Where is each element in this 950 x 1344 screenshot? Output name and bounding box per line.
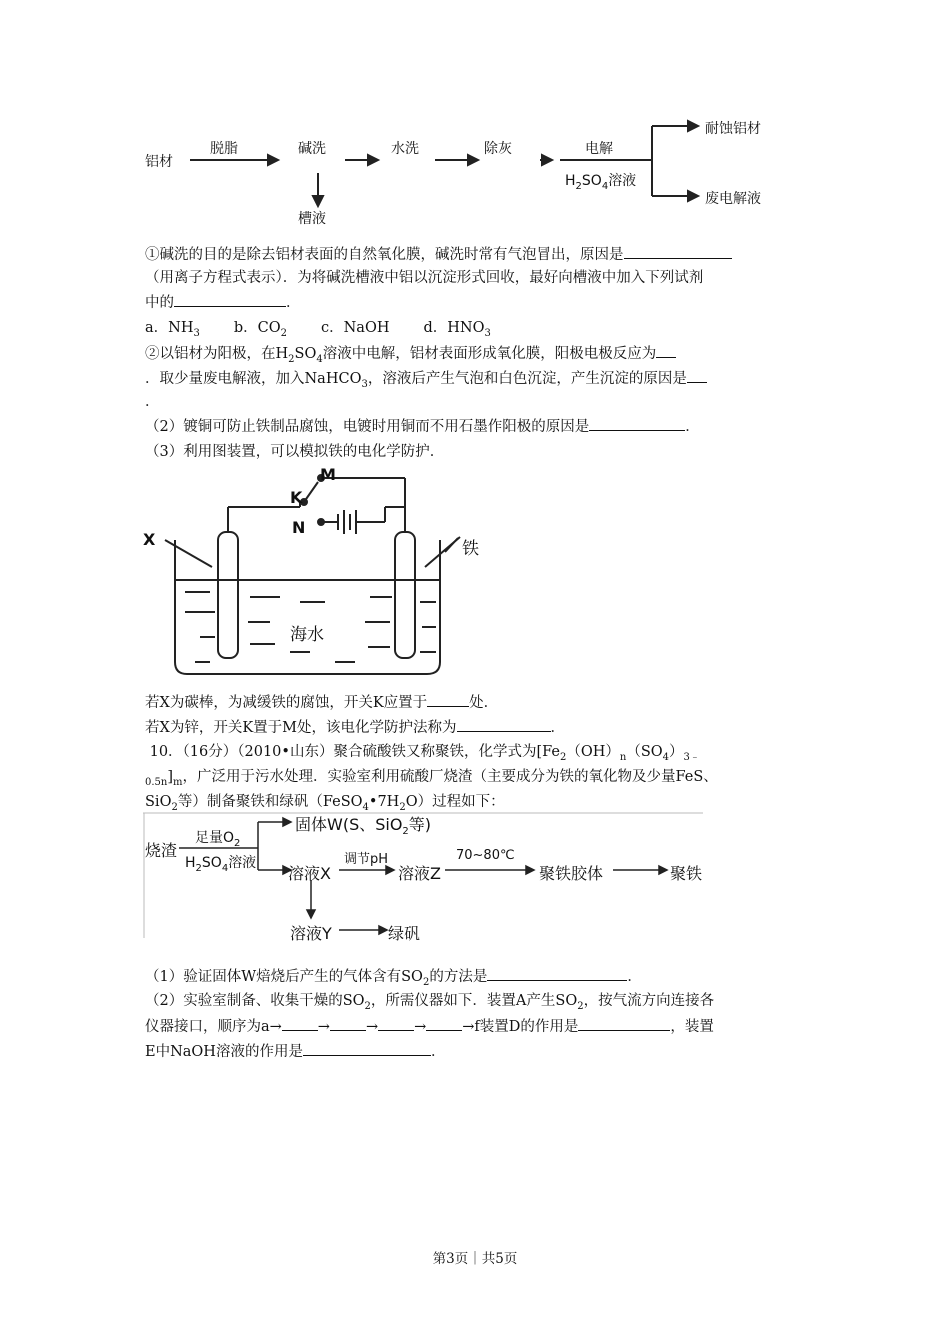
switch-k: K bbox=[290, 488, 303, 507]
flow2-adjust-ph: 调节pH bbox=[344, 852, 389, 867]
answer-blank[interactable] bbox=[426, 1016, 462, 1031]
answer-blank[interactable] bbox=[174, 292, 286, 307]
flow1-start: 铝材 bbox=[145, 154, 173, 170]
answer-blank[interactable] bbox=[378, 1016, 414, 1031]
option-d: d．$HNO_3$ bbox=[423, 320, 491, 339]
q1-2-line-a: ②以铝材为阳极，在$H_2SO_4$溶液中电解，铝材表面形成氧化膜，阳极电极反应为 bbox=[145, 343, 676, 364]
apparatus-drawing bbox=[140, 462, 500, 687]
flow1-step-ash-removal: 除灰 bbox=[484, 141, 512, 157]
answer-blank[interactable] bbox=[282, 1016, 318, 1031]
answer-blank[interactable] bbox=[487, 966, 627, 981]
flow1-bath-liquid: 槽液 bbox=[298, 211, 326, 227]
q1-1-options bbox=[145, 318, 491, 338]
flow2-start: 烧渣 bbox=[145, 841, 178, 860]
electrode-x-label: X bbox=[143, 530, 156, 549]
answer-blank[interactable] bbox=[427, 692, 469, 707]
flow2-solid-w: 固体W(S、SiO$_2$等) bbox=[295, 815, 432, 838]
answer-blank[interactable] bbox=[624, 244, 732, 259]
flow1-step-electrolysis: 电解 bbox=[585, 141, 613, 157]
q10-line-3: SiO$_2$等）制备聚铁和绿矾$(FeSO_4•7H_2O)$过程如下： bbox=[145, 794, 505, 813]
q1-2-line-c: ． bbox=[145, 394, 160, 410]
flow1-out-waste-electrolyte: 废电解液 bbox=[705, 191, 761, 207]
q10-2-line-a: （2）实验室制备、收集干燥的$SO_2$，所需仪器如下．装置A产生$SO_2$，按气流方向连接各 bbox=[145, 993, 715, 1012]
flow1-lines bbox=[140, 110, 800, 235]
option-c: c．NaOH bbox=[321, 320, 390, 336]
switch-terminal-n: N bbox=[292, 518, 306, 537]
page-footer: 第3页｜共5页 bbox=[432, 1251, 518, 1267]
q10-line-2: $_{0.5n}]_m$，广泛用于污水处理．实验室利用硫酸厂烧渣（主要成分为铁的氧化物及少量FeS、 bbox=[145, 769, 718, 788]
flow2-solution-x: 溶液X bbox=[288, 864, 331, 883]
electrode-iron-label: 铁 bbox=[462, 539, 479, 559]
flow1-electrolyte: $H_2SO_4$溶液 bbox=[565, 173, 637, 192]
q1-1-line-b: （用离子方程式表示）．为将碱洗槽液中铝以沉淀形式回收，最好向槽液中加入下列试剂 bbox=[145, 270, 704, 286]
q10-1-line: （1）验证固体W焙烧后产生的气体含有$SO_2$的方法是 ． bbox=[145, 966, 642, 987]
flow2-reagent-acid: $H_2SO_4$溶液 bbox=[185, 855, 257, 874]
q3-b-line: 若X为锌，开关K置于M处，该电化学防护法称为 ． bbox=[145, 717, 565, 738]
q1-1-line-a: ①碱洗的目的是除去铝材表面的自然氧化膜，碱洗时常有气泡冒出，原因是 bbox=[145, 244, 732, 265]
flow2-solution-y: 溶液Y bbox=[290, 924, 332, 943]
flow1-step-alkali-wash: 碱洗 bbox=[298, 141, 326, 157]
flow2-solution-z: 溶液Z bbox=[398, 864, 441, 883]
q2-line: （2）镀铜可防止铁制品腐蚀，电镀时用铜而不用石墨作阳极的原因是 ． bbox=[145, 416, 700, 437]
q10-2-line-b: 仪器接口，顺序为a→ → → → →f装置D的作用是 ，装置 bbox=[145, 1016, 714, 1037]
option-b: b．$CO_2$ bbox=[233, 320, 287, 339]
answer-blank[interactable] bbox=[589, 416, 685, 431]
q3-line: （3）利用图装置，可以模拟铁的电化学防护． bbox=[145, 444, 445, 460]
flow1-out-corrosion-resistant: 耐蚀铝材 bbox=[705, 121, 761, 137]
option-a: a．$NH_3$ bbox=[145, 320, 200, 339]
answer-blank[interactable] bbox=[687, 368, 707, 383]
seawater-label: 海水 bbox=[290, 625, 324, 645]
flow2-reagent-oxygen: 足量$O_2$ bbox=[195, 830, 241, 849]
flow2-green-vitriol: 绿矾 bbox=[388, 924, 421, 943]
flow2-temperature: 70~80℃ bbox=[456, 848, 515, 863]
q10-2-line-c: E中NaOH溶液的作用是 ． bbox=[145, 1041, 445, 1062]
flow2-product: 聚铁 bbox=[670, 864, 703, 883]
q10-line-1: 10．（16分）（2010•山东）聚合硫酸铁又称聚铁，化学式为[$Fe_2(OH)_n(SO_4)_{3﹣}$ bbox=[145, 744, 700, 763]
answer-blank[interactable] bbox=[457, 717, 551, 732]
answer-blank[interactable] bbox=[656, 343, 676, 358]
switch-terminal-m: M bbox=[320, 465, 336, 484]
q3-a-line: 若X为碳棒，为减缓铁的腐蚀，开关K应置于 处． bbox=[145, 692, 498, 713]
answer-blank[interactable] bbox=[303, 1041, 431, 1056]
q1-1-line-c: 中的 ． bbox=[145, 292, 301, 313]
answer-blank[interactable] bbox=[330, 1016, 366, 1031]
flow1-step-water-wash: 水洗 bbox=[391, 141, 419, 157]
q1-2-line-b: ．取少量废电解液，加入NaHCO$_3$，溶液后产生气泡和白色沉淀，产生沉淀的原因是 bbox=[145, 368, 707, 389]
flow1-step-degrease: 脱脂 bbox=[210, 141, 238, 157]
answer-blank[interactable] bbox=[578, 1016, 670, 1031]
flow2-colloid: 聚铁胶体 bbox=[539, 864, 604, 883]
